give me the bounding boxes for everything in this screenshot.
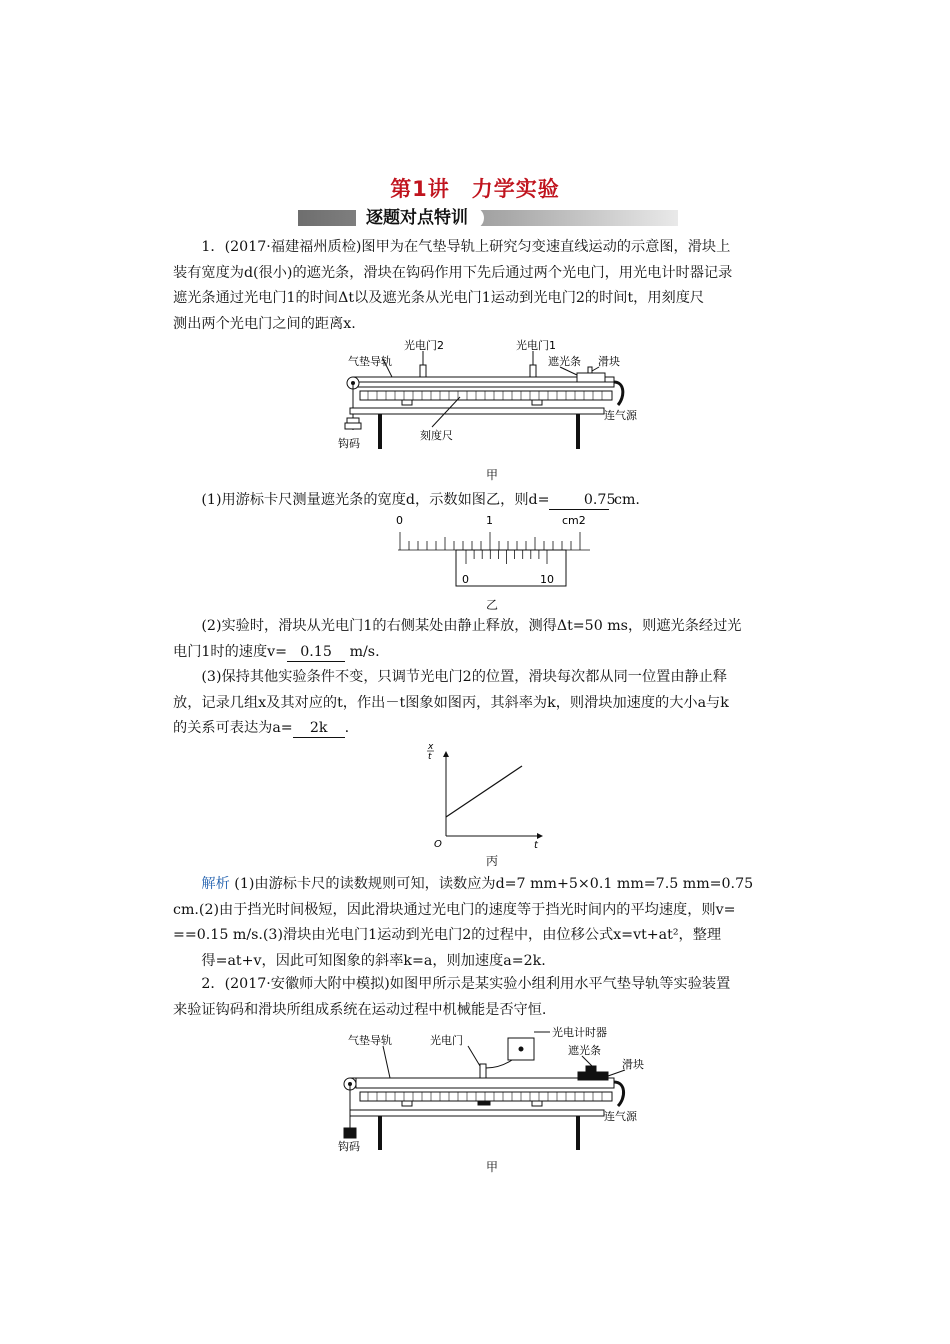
caption-bing: 丙: [485, 854, 498, 868]
y-label-top: x: [428, 742, 434, 752]
caliper-vernier-0: 0: [462, 573, 469, 586]
caliper-main-0: 0: [396, 514, 403, 527]
answer-blank: 2k: [293, 719, 345, 738]
page-title: 第1讲 力学实验: [390, 177, 560, 201]
analysis-line: 得=at+v，因此可知图象的斜率k=a，则加速度a=2k.: [201, 952, 546, 969]
label-slider: 滑块: [598, 355, 620, 368]
q1-analysis: [173, 872, 813, 974]
analysis-line: cm.(2)由于挡光时间极短，因此滑块通过光电门的速度等于挡光时间内的平均速度，则v=: [173, 901, 736, 918]
caliper-vernier-10: 10: [540, 573, 554, 586]
part2-line: 电门1时的速度v=: [173, 643, 288, 660]
q1-part2: [173, 614, 813, 665]
answer-blank: 0.15: [287, 643, 345, 662]
analysis-line: ==0.15 m/s.(3)滑块由光电门1运动到光电门2的过程中，由位移公式x=vt+at²，整理: [173, 927, 722, 943]
analysis-line: (1)由游标卡尺的读数规则可知，读数应为d=7 mm+5×0.1 mm=7.5 mm=0.75: [234, 876, 754, 892]
q1-intro: [173, 235, 813, 337]
label-weight: 钩码: [338, 1140, 360, 1153]
q1-part1: [173, 488, 813, 514]
origin-label: O: [434, 839, 442, 850]
part2-line: (2)实验时，滑块从光电门1的右侧某处由静止释放，测得Δt=50 ms，则遮光条经过光: [201, 618, 742, 634]
q2-intro-line: 2．(2017·安徽师大附中模拟)如图甲所示是某实验小组利用水平气垫导轨等实验装置: [201, 976, 731, 992]
label-air-source: 连气源: [604, 1110, 637, 1123]
x-label: t: [534, 840, 538, 851]
caliper-main-cm2: cm2: [562, 514, 586, 527]
caption-jia-2: 甲: [485, 1160, 498, 1174]
y-label-bottom: t: [428, 752, 432, 762]
part2-unit: m/s.: [349, 643, 380, 660]
label-air-rail: 气垫导轨: [348, 355, 392, 368]
label-ruler: 刻度尺: [420, 429, 453, 442]
label-air-rail: 气垫导轨: [348, 1034, 392, 1047]
q1-intro-line: 1．(2017·福建福州质检)图甲为在气垫导轨上研究匀变速直线运动的示意图，滑块上: [201, 239, 731, 255]
label-gate2: 光电门2: [404, 339, 444, 352]
caption-yi: 乙: [485, 598, 498, 612]
part3-tail: .: [344, 720, 350, 736]
q1-intro-line: 测出两个光电门之间的距离x.: [173, 315, 356, 332]
label-slider: 滑块: [622, 1058, 644, 1071]
label-shade-strip: 遮光条: [548, 355, 581, 368]
figure-graph-bing: [410, 738, 560, 853]
q2-intro-line: 来验证钩码和滑块所组成系统在运动过程中机械能是否守恒.: [173, 1001, 547, 1018]
label-weight: 钩码: [338, 437, 360, 450]
analysis-label: 解析: [201, 876, 230, 892]
banner-bar: [298, 210, 678, 226]
part1-unit: cm.: [614, 492, 640, 508]
label-shade-strip: 遮光条: [568, 1044, 601, 1057]
part1-text: (1)用游标卡尺测量遮光条的宽度d，示数如图乙，则d=: [201, 492, 550, 508]
label-gate1: 光电门1: [516, 339, 556, 352]
label-gate: 光电门: [430, 1034, 463, 1047]
banner-label: 逐题对点特训: [356, 207, 484, 229]
q1-intro-line: 装有宽度为d(很小)的遮光条，滑块在钩码作用下先后通过两个光电门，用光电计时器记录: [173, 264, 733, 281]
label-timer: 光电计时器: [552, 1026, 607, 1039]
graph-line: [446, 766, 522, 817]
q2-intro: [173, 972, 813, 1023]
answer-blank: 0.75: [549, 491, 609, 510]
label-air-source: 连气源: [604, 409, 637, 422]
caption-jia: 甲: [485, 468, 498, 482]
part3-line: (3)保持其他实验条件不变，只调节光电门2的位置，滑块每次都从同一位置由静止释: [201, 669, 728, 685]
part3-line: 放，记录几组x及其对应的t，作出－t图象如图丙，其斜率为k，则滑块加速度的大小a与k: [173, 694, 729, 711]
q1-intro-line: 遮光条通过光电门1的时间Δt以及遮光条从光电门1运动到光电门2的时间t，用刻度尺: [173, 290, 705, 306]
section-banner: [298, 207, 678, 229]
part3-line: 的关系可表达为a=: [173, 720, 293, 736]
figure-air-track-2: [320, 1020, 660, 1155]
figure-air-track-1: [320, 335, 660, 460]
caliper-main-1: 1: [486, 514, 493, 527]
figure-caliper: [390, 512, 600, 592]
q1-part3: [173, 665, 813, 742]
